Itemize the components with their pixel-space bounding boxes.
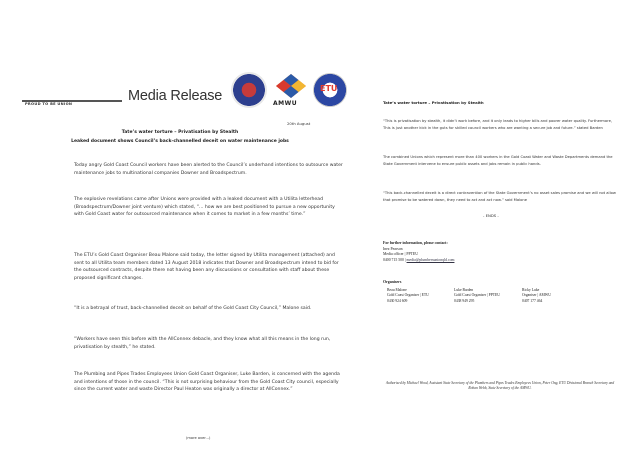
organiser-phone: 0430 924 609 <box>387 298 408 303</box>
proud-to-be-union-text: PROUD TO BE UNION <box>25 102 73 106</box>
organiser-entry <box>387 288 429 304</box>
body-paragraph: Today angry Gold Coast Council workers have been alerted to the Council’s underhand intentions to outsource water maintenance jobs to multinational companies Downer and Broadspectrum. <box>74 163 343 176</box>
organiser-phone: 0438 949 295 <box>454 298 475 303</box>
right-body-paragraph: The combined Unions which represent more than 400 workers in the Gold Coast Water and Waste Departments demand the State Government intervene to ensure public assets and jobs remain in public hands. <box>383 155 613 166</box>
right-body-paragraph: “This is privatisation by stealth, it didn’t work before, and it only leads to higher bills and poorer water quality. Furthermore, This is just another kick in the guts for skilled council workers who are wanting a secure job and future.” stated Barden <box>383 119 613 130</box>
organiser-phone: 0407 177 464 <box>522 298 543 303</box>
document-title: Tate’s water torture – Privatisation by Stealth <box>121 130 239 135</box>
organiser-entry <box>522 288 551 304</box>
amwu-logo-label: AMWU <box>273 100 298 107</box>
organiser-name: Ricky Luke <box>522 288 540 292</box>
body-paragraph: “Workers have seen this before with the AllConnex debacle, and they know what all this means in the long run, privatisation by stealth,” he stated. <box>74 337 331 350</box>
organiser-name: Beau Malone <box>387 288 407 292</box>
more-over-note: (more over...) <box>186 436 211 440</box>
contact-email-link[interactable]: media@plumbersunionqld.com <box>406 257 455 262</box>
organiser-role: Organiser | AMWU <box>522 293 551 298</box>
ends-marker: - ENDS - <box>483 213 499 218</box>
organisers-heading: Organisers <box>383 280 402 284</box>
organiser-name: Luke Barden <box>454 288 474 292</box>
contact-block <box>383 241 454 263</box>
right-body-paragraph: “This back-channelled deceit is a direct contravention of the State Government’s no asset sales promise and we will not allow that promise to be watered down, they need to act and act now.” said Malone <box>383 191 616 202</box>
body-paragraph: The Plumbing and Pipes Trades Employees Union Gold Coast Organiser, Luke Barden, is concerned with the agenda and intentions of those in the council. “This is not surprising behaviour from the Gold Coast City council, especially since the current water and waste Director Paul Heaton was originally a director at AllConnex.” <box>74 372 340 393</box>
organiser-entry <box>454 288 500 304</box>
plumbers-union-logo-icon <box>231 72 267 108</box>
contact-line <box>383 258 454 264</box>
body-paragraph: The explosive revelations came after Unions were provided with a leaked document with a Utilita letterhead (Broadspectrum/Downer joint venture) which stated, “... how we are best positioned to pursue a new opportunity with Gold Coast water for outsourced maintenance when it comes to market in a few months’ time.” <box>74 197 335 218</box>
authorisation-statement: Authorised by Michael Wood, Assistant State Secretary of the Plumbers and Pipes Trades Employees Union, Peter Ong, ETU Divisional Branch Secretary and Rohan Webb, State Secretary of the AMWU. <box>385 381 615 391</box>
body-paragraph: “It is a betrayal of trust, back-channelled deceit on behalf of the Gold Coast City Council,” Malone said. <box>74 306 312 311</box>
organiser-role: Gold Coast Organiser | PPTEU <box>454 293 500 298</box>
contact-name: Inez Pearson <box>383 246 403 251</box>
contact-heading: For further information, please contact: <box>383 241 448 245</box>
media-release-title: Media Release <box>128 88 223 104</box>
document-subtitle: Leaked document shows Council’s back-channelled deceit on water maintenance jobs <box>71 139 289 144</box>
amwu-logo-icon <box>276 74 306 98</box>
contact-phone: 0400 715 500 | <box>383 257 406 262</box>
body-paragraph: The ETU’s Gold Coast Organiser Beau Malone said today, the letter signed by Utilita management (attached) and sent to all Utilita team members dated 13 August 2018 indicates that Downer and Broadspectrum intend to bid for the outsourced contracts, despite there not having been any discussions or consultation with staff about these proposed significant changes. <box>74 253 339 281</box>
organiser-role: Gold Coast Organiser | ETU <box>387 293 429 298</box>
contact-role: Media officer | PPTEU <box>383 252 418 257</box>
etu-logo-label: ETU <box>320 84 338 93</box>
right-page-heading: Tate’s water torture – Privatisation by Stealth <box>383 100 484 105</box>
release-date: 20th August <box>287 121 311 126</box>
